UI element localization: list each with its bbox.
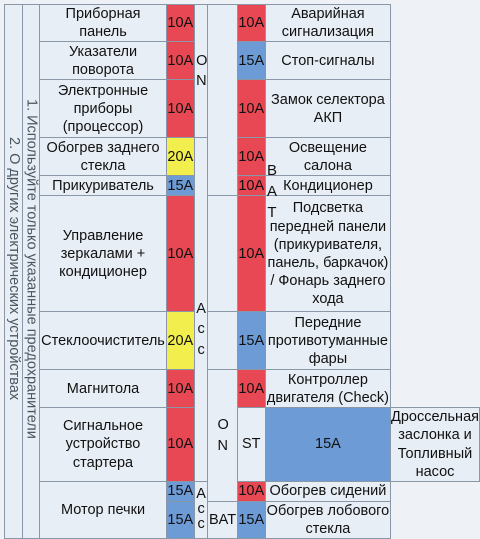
right-fuse-4: 10A: [237, 138, 265, 176]
left-label-3: Электронные приборы (процессор): [40, 80, 166, 138]
left-label-10: Мотор печки: [40, 481, 166, 538]
mode-on-top-text: O N: [196, 52, 208, 90]
right-fuse-1: 10A: [237, 5, 265, 42]
left-fuse-7: 20A: [166, 312, 194, 370]
mode-bat-text: B A T: [267, 162, 278, 221]
right-label-8: Контроллер двигателя (Check): [266, 371, 389, 406]
side-note-a-text: 2. О других электрических устройствах: [5, 137, 22, 401]
right-label-6: Подсветка передней панели (прикуривателя, панель, баркачок) / Фонарь заднего хода: [265, 196, 390, 312]
left-label-5: Прикуриватель: [40, 176, 166, 196]
left-fuse-9: 10A: [166, 408, 194, 482]
left-fuse-8: 10A: [166, 370, 194, 408]
right-fuse-11: 15A: [237, 501, 265, 538]
mode-bat-bottom: BAT: [208, 501, 237, 538]
left-label-6: Управление зеркалами + кондиционер: [40, 196, 166, 312]
right-label-7: Передние противотуманные фары: [265, 312, 390, 370]
left-label-4: Обогрев заднего стекла: [40, 138, 166, 176]
left-label-1: Приборная панель: [40, 5, 166, 42]
left-fuse-5: 15A: [166, 176, 194, 196]
mode-bat-label: [258, 160, 286, 223]
fuse-table: [4, 4, 480, 539]
mode-st: ST: [237, 408, 265, 482]
mode-acc-bottom: [194, 481, 208, 538]
left-fuse-6: 10A: [166, 196, 194, 312]
right-label-10: Обогрев сидений: [265, 481, 390, 501]
mode-blank-1: [208, 312, 237, 370]
right-label-3: Замок селектора АКП: [265, 80, 390, 138]
right-fuse-5: 10A: [237, 176, 265, 196]
mode-on-bottom: [208, 370, 237, 502]
right-fuse-2: 15A: [237, 42, 265, 80]
right-label-2: Стоп-сигналы: [265, 42, 390, 80]
left-label-9: Сигнальное устройство стартера: [40, 408, 166, 482]
left-fuse-3: 10A: [166, 80, 194, 138]
right-label-9: Дроссельная заслонка и Топливный насос: [391, 409, 479, 480]
left-label-2: Указатели поворота: [40, 42, 166, 80]
right-fuse-3: 10A: [237, 80, 265, 138]
right-fuse-6: 10A: [237, 196, 265, 312]
mode-on-bottom-text: O N: [217, 417, 229, 454]
side-note-other-devices: [5, 5, 23, 539]
left-fuse-4: 20A: [166, 138, 194, 176]
right-label-1: Аварийная сигнализация: [265, 5, 390, 42]
right-label-11: Обогрев лобового стекла: [266, 502, 390, 537]
right-label-4: Освещение салона: [265, 138, 390, 176]
side-note-b-text: 1. Используйте только указанные предохранители: [23, 99, 40, 439]
right-fuse-7: 15A: [237, 312, 265, 370]
mode-on-top: [194, 5, 208, 138]
side-note-use-fuses: [22, 5, 40, 539]
right-fuse-9: 15A: [265, 408, 390, 482]
left-fuse-10: 15A: [166, 481, 194, 501]
left-fuse-11: 15A: [166, 501, 194, 538]
mode-acc-bottom-text: A c c: [196, 486, 206, 533]
right-label-5: Кондиционер: [265, 176, 390, 196]
right-fuse-8: 10A: [237, 370, 265, 408]
mode-bat-mid: [208, 5, 237, 196]
left-fuse-2: 10A: [166, 42, 194, 80]
mode-acc-mid-text: A c c: [196, 301, 206, 358]
mode-acc-mid: [194, 138, 208, 482]
left-fuse-1: 10A: [166, 5, 194, 42]
left-label-8: Магнитола: [40, 370, 166, 408]
left-label-7: Стеклоочиститель: [40, 312, 166, 370]
right-fuse-10: 10A: [237, 481, 265, 501]
mode-bat-lower: [208, 196, 237, 312]
